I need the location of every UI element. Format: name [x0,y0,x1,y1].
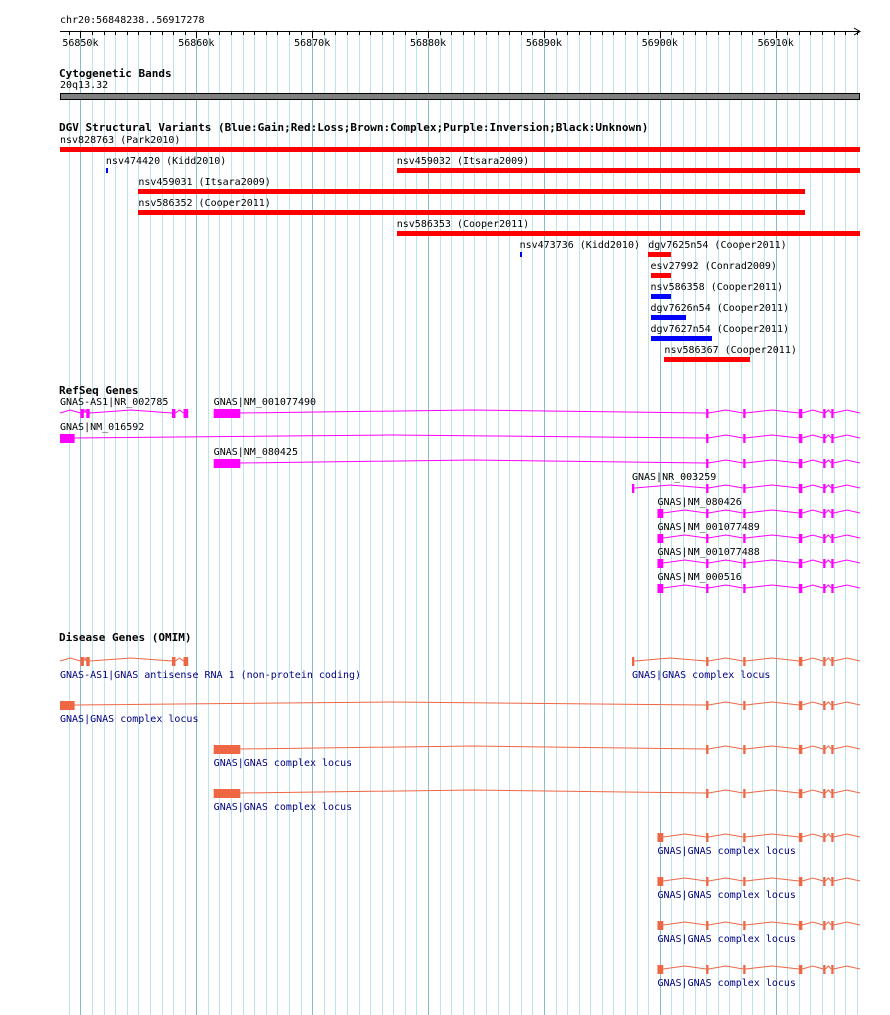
intron-line [708,966,743,969]
intron-line [634,658,706,661]
omim-gene-label: GNAS-AS1|GNAS antisense RNA 1 (non-protein coding) [60,670,362,681]
intron-line [825,658,831,661]
dgv-feature-label: dgv7626n54 (Cooper2011) [650,303,789,314]
intron-line [834,746,860,749]
exon-block [799,833,802,842]
exon-block [831,789,833,798]
dgv-track-title: DGV Structural Variants (Blue:Gain;Red:Loss;Brown:Complex;Purple:Inversion;Black:Unknown) [59,121,649,134]
ruler-tick-label: 56910k [757,38,794,49]
refseq-gene-label: GNAS|NM_080426 [657,497,742,508]
dgv-feature-label: nsv473736 (Kidd2010) [519,240,640,251]
gene-glyph[interactable] [214,745,860,754]
omim-gene-label: GNAS|GNAS complex locus [657,934,796,945]
intron-line [746,790,799,793]
intron-line [84,658,86,661]
dgv-feature-label: dgv7627n54 (Cooper2011) [650,324,789,335]
intron-line [746,922,799,925]
dgv-feature-label: nsv586353 (Cooper2011) [396,219,530,230]
ruler-tick-label: 56890k [525,38,562,49]
ruler-tick-label: 56900k [641,38,678,49]
exon-block [831,833,833,842]
intron-line [825,834,831,837]
intron-line [825,702,831,705]
dgv-feature-label: nsv459032 (Itsara2009) [396,156,530,167]
exon-block [823,921,825,930]
intron-line [75,702,707,705]
dgv-feature-label: nsv459031 (Itsara2009) [138,177,271,188]
dgv-feature-label: esv27992 (Conrad2009) [650,261,777,272]
gene-glyph[interactable] [657,877,860,886]
dgv-feature-label: nsv828763 (Park2010) [60,135,181,146]
exon-block [831,921,833,930]
exon-block [799,877,802,886]
dgv-feature-label: nsv586358 (Cooper2011) [650,282,783,293]
intron-line [240,790,706,793]
omim-gene-label: GNAS|GNAS complex locus [657,978,796,989]
refseq-gene-label: GNAS|NM_080425 [213,447,298,458]
intron-line [834,658,860,661]
exon-block [799,701,802,710]
exon-block [632,657,634,666]
exon-block [184,657,189,666]
exon-block [799,657,802,666]
intron-line [746,658,799,661]
exon-block [743,701,745,710]
intron-line [834,966,860,969]
intron-line [834,790,860,793]
refseq-gene-label: GNAS|NM_001077489 [657,522,760,533]
intron-line [240,746,706,749]
refseq-gene-label: GNAS|NM_016592 [60,422,145,433]
intron-line [825,966,831,969]
intron-line [802,790,823,793]
exon-block [831,745,833,754]
intron-line [834,834,860,837]
intron-line [825,790,831,793]
intron-line [834,702,860,705]
exon-block [657,965,663,974]
exon-block [823,833,825,842]
exon-block [743,877,745,886]
intron-line [90,658,172,661]
intron-line [746,702,799,705]
intron-line [802,658,823,661]
intron-line [746,834,799,837]
dgv-feature-label: dgv7625n54 (Cooper2011) [648,240,787,251]
exon-block [706,921,708,930]
gene-glyph[interactable] [60,701,860,710]
refseq-gene-label: GNAS|NM_001077490 [213,397,317,408]
exon-block [743,833,745,842]
exon-block [831,965,833,974]
exon-block [799,789,802,798]
refseq-gene-label: GNAS|NR_003259 [631,472,717,483]
intron-line [746,878,799,881]
exon-block [823,877,825,886]
exon-block [657,833,663,842]
ruler-tick-label: 56880k [409,38,447,49]
refseq-gene-label: GNAS|NM_001077488 [657,547,760,558]
exon-block [706,789,708,798]
intron-line [175,658,183,661]
gene-glyph[interactable] [657,833,860,842]
exon-block [214,745,241,754]
exon-block [743,965,745,974]
dgv-feature-label: nsv474420 (Kidd2010) [105,156,227,167]
omim-gene-label: GNAS|GNAS complex locus [213,802,353,813]
intron-line [834,878,860,881]
exon-block [799,965,802,974]
omim-gene-label: GNAS|GNAS complex locus [60,714,199,725]
intron-line [802,878,823,881]
exon-block [172,657,175,666]
omim-gene-label: GNAS|GNAS complex locus [213,758,353,769]
intron-line [663,922,706,925]
intron-line [746,746,799,749]
exon-block [831,701,833,710]
exon-block [743,657,745,666]
intron-line [708,702,743,705]
dgv-feature-label: nsv586367 (Cooper2011) [664,345,797,356]
exon-block [706,657,708,666]
intron-line [802,834,823,837]
gene-glyph[interactable] [657,921,860,930]
exon-block [831,877,833,886]
exon-block [743,745,745,754]
intron-line [834,922,860,925]
exon-block [743,921,745,930]
exon-block [86,657,89,666]
exon-block [823,701,825,710]
exon-block [799,921,802,930]
refseq-track-title: RefSeq Genes [59,384,139,397]
refseq-gene-label: GNAS-AS1|NR_002785 [60,397,169,408]
intron-line [802,922,823,925]
intron-line [708,878,743,881]
intron-line [708,834,743,837]
intron-line [663,878,706,881]
exon-block [706,833,708,842]
exon-block [823,657,825,666]
omim-gene-label: GNAS|GNAS complex locus [657,890,796,901]
omim-gene-label: GNAS|GNAS complex locus [657,846,796,857]
exon-block [80,657,83,666]
refseq-gene-label: GNAS|NM_000516 [657,572,742,583]
intron-line [746,966,799,969]
intron-line [825,746,831,749]
cytoband-track-title: Cytogenetic Bands [59,67,172,80]
exon-block [706,745,708,754]
exon-block [743,789,745,798]
intron-line [708,922,743,925]
cytoband-label: 20q13.32 [60,80,109,91]
ruler-tick-label: 56860k [178,38,215,49]
intron-line [825,922,831,925]
exon-block [60,701,75,710]
dgv-feature-label: nsv586352 (Cooper2011) [138,198,271,209]
ruler-tick-label: 56850k [62,38,99,49]
exon-block [214,789,241,798]
intron-line [708,790,743,793]
intron-line [802,702,823,705]
exon-block [823,745,825,754]
intron-line [825,878,831,881]
ruler-tick-label: 56870k [294,38,331,49]
omim-gene-label: GNAS|GNAS complex locus [631,670,771,681]
intron-line [663,834,706,837]
exon-block [706,965,708,974]
exon-block [799,745,802,754]
intron-line [802,746,823,749]
intron-line [708,746,743,749]
exon-block [823,965,825,974]
exon-block [657,877,663,886]
gene-glyph[interactable] [214,789,860,798]
exon-block [706,701,708,710]
exon-block [823,789,825,798]
ruler-label: chr20:56848238..56917278 [60,15,205,26]
exon-block [657,921,663,930]
omim-track-title: Disease Genes (OMIM) [59,631,192,644]
exon-block [831,657,833,666]
intron-line [663,966,706,969]
gene-glyph[interactable] [632,657,860,666]
gene-glyph[interactable] [657,965,860,974]
intron-line [802,966,823,969]
exon-block [706,877,708,886]
gene-glyph[interactable] [60,657,188,666]
intron-line [60,658,80,661]
intron-line [708,658,743,661]
